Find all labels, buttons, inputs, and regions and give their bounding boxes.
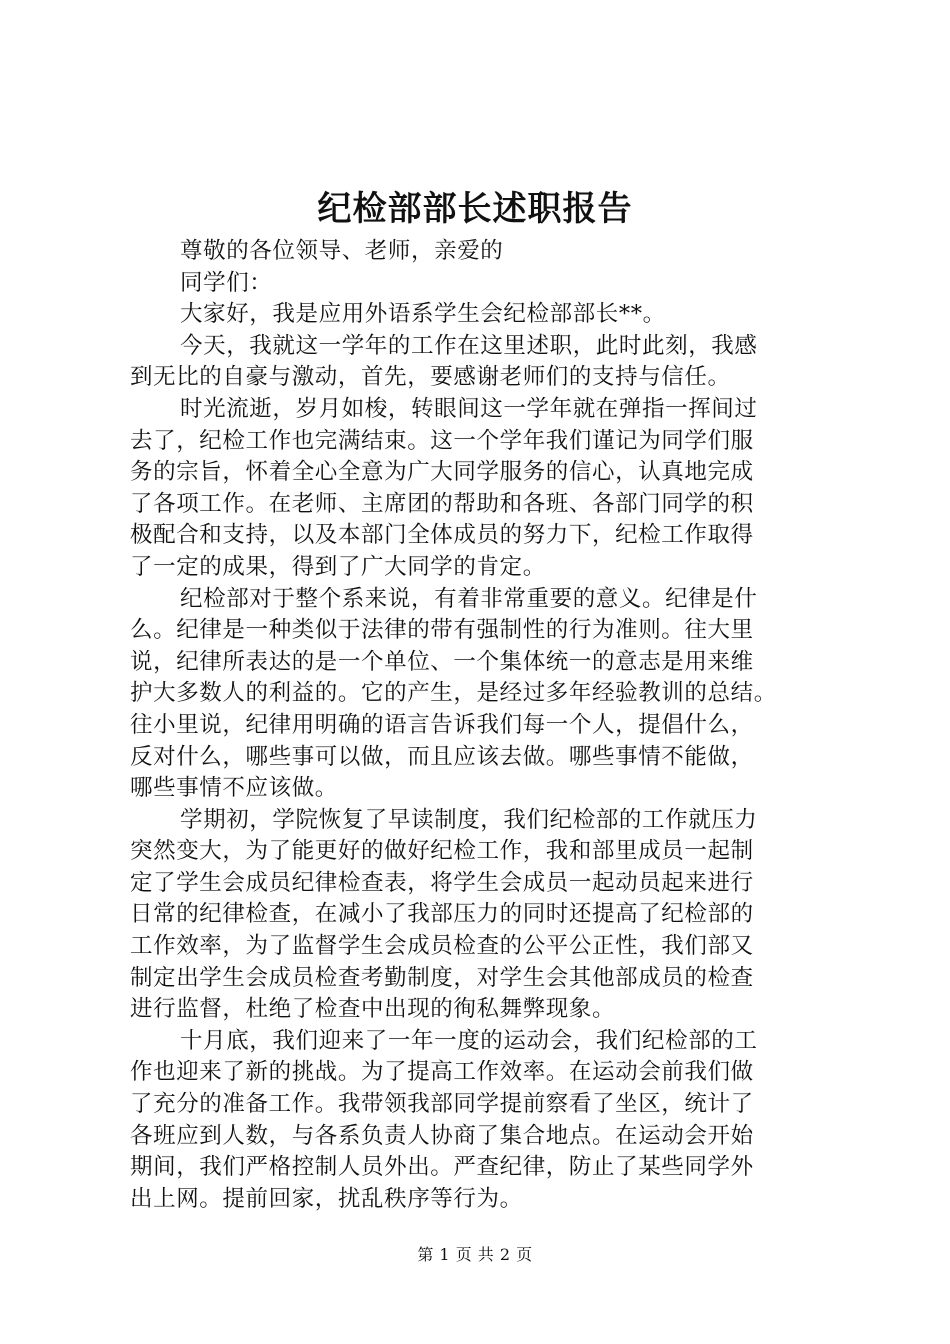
body-line: 同学们： [180,269,273,296]
body-line: 尊敬的各位领导、老师，亲爱的 [180,238,504,264]
body-line: 极配合和支持，以及本部门全体成员的努力下，纪检工作取得 [130,522,754,549]
body-line: 日常的纪律检查，在减小了我部压力的同时还提高了纪检部的 [130,901,754,928]
body-line: 十月底，我们迎来了一年一度的运动会，我们纪检部的工 [180,1027,758,1054]
body-line: 大家好，我是应用外语系学生会纪检部部长**。 [180,301,666,328]
body-line: 说，纪律所表达的是一个单位、一个集体统一的意志是用来维 [130,648,754,675]
body-line: 定了学生会成员纪律检查表，将学生会成员一起动员起来进行 [130,869,754,896]
body-line: 学期初，学院恢复了早读制度，我们纪检部的工作就压力 [180,806,758,833]
body-line: 了一定的成果，得到了广大同学的肯定。 [130,553,546,580]
body-line: 今天，我就这一学年的工作在这里述职，此时此刻，我感 [180,332,758,359]
page-footer: 第 1 页 共 2 页 [417,1245,533,1264]
body-line: 到无比的自豪与激动，首先，要感谢老师们的支持与信任。 [130,364,731,391]
body-line: 护大多数人的利益的。它的产生，是经过多年经验教训的总结。 [130,680,777,707]
body-line: 突然变大，为了能更好的做好纪检工作，我和部里成员一起制 [130,838,754,865]
body-line: 么。纪律是一种类似于法律的带有强制性的行为准则。往大里 [130,617,754,644]
body-line: 去了，纪检工作也完满结束。这一个学年我们谨记为同学们服 [130,427,754,454]
body-line: 往小里说，纪律用明确的语言告诉我们每一个人，提倡什么， [130,711,754,738]
document-title: 纪检部部长述职报告 [317,189,633,229]
document-body [130,236,840,1215]
body-line: 制定出学生会成员检查考勤制度，对学生会其他部成员的检查 [130,964,754,991]
body-line: 纪检部对于整个系来说，有着非常重要的意义。纪律是什 [180,585,758,612]
body-line: 了各项工作。在老师、主席团的帮助和各班、各部门同学的积 [130,490,754,517]
body-line: 进行监督，杜绝了检查中出现的徇私舞弊现象。 [130,996,616,1023]
body-line: 反对什么，哪些事可以做，而且应该去做。哪些事情不能做， [130,743,754,770]
body-line: 出上网。提前回家，扰乱秩序等行为。 [130,1185,523,1212]
body-line: 作也迎来了新的挑战。为了提高工作效率。在运动会前我们做 [130,1059,754,1086]
body-line: 了充分的准备工作。我带领我部同学提前察看了坐区，统计了 [130,1091,754,1118]
body-line: 时光流逝，岁月如梭，转眼间这一学年就在弹指一挥间过 [180,395,758,422]
body-line: 工作效率，为了监督学生会成员检查的公平公正性，我们部又 [130,933,754,960]
body-line: 期间，我们严格控制人员外出。严查纪律，防止了某些同学外 [130,1154,754,1181]
body-line: 务的宗旨，怀着全心全意为广大同学服务的信心，认真地完成 [130,459,754,486]
body-line: 哪些事情不应该做。 [130,775,338,802]
body-line: 各班应到人数，与各系负责人协商了集合地点。在运动会开始 [130,1122,754,1149]
